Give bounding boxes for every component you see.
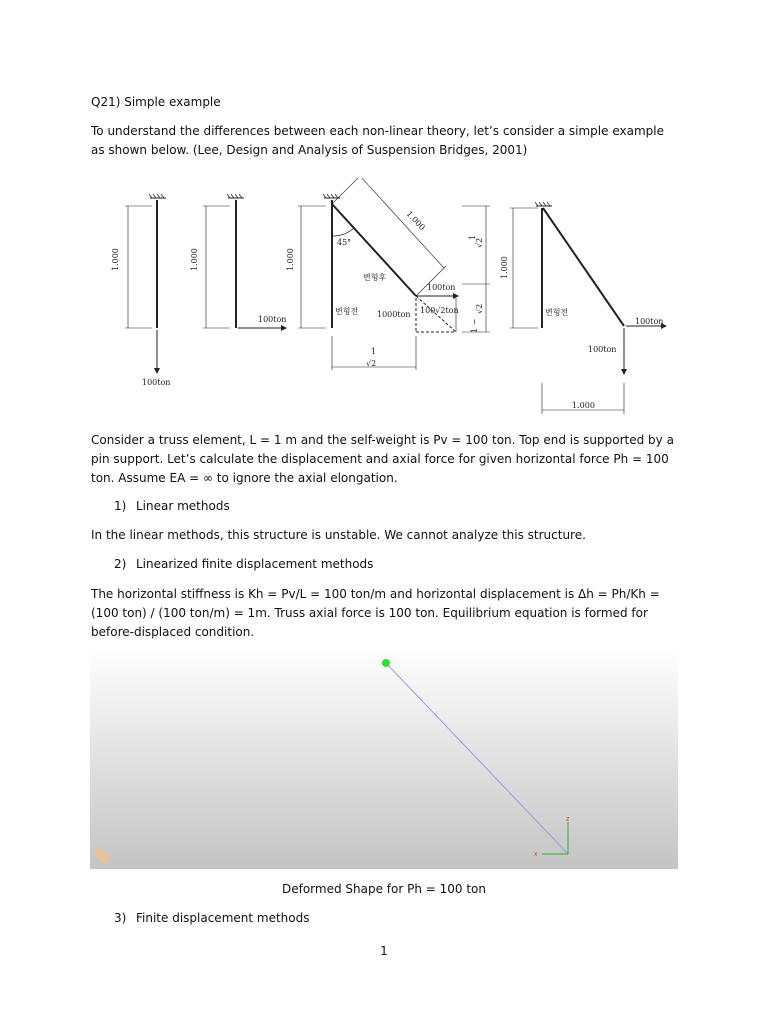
figure-caption: Deformed Shape for Ph = 100 ton <box>281 882 487 896</box>
question-heading: Q21) Simple example <box>91 95 221 109</box>
pin-node <box>382 659 390 667</box>
dim-label-4: 1.000 <box>500 256 509 279</box>
linearized-paragraph: The horizontal stiffness is Kh = Pv/L = 100 ton/m and horizontal displacement is Δh = Ph/Kh = (100 ton) / (100 ton/m) = 1m. Truss axial force is 100 ton. Equilibrium equation is formed for before-displaced condition. <box>91 587 660 639</box>
frac-numerator-right: 1 <box>468 234 477 240</box>
dim-label-1: 1.000 <box>111 248 120 271</box>
label-before-deform-3: 변형전 <box>335 307 359 316</box>
load-label-3: 100ton <box>427 283 456 292</box>
deformed-shape-screenshot <box>90 647 678 869</box>
load-label-4v: 100ton <box>588 345 617 354</box>
load-label-4h: 100ton <box>635 317 664 326</box>
label-after-deform: 변형후 <box>363 273 387 282</box>
frac-denominator-bottom: √2 <box>366 359 377 368</box>
frac-numerator-bottom: 1 <box>371 347 377 356</box>
load-label-100root2: 100√2ton <box>420 306 459 315</box>
label-one-minus: 1 − <box>470 318 479 333</box>
truss-member-after-3 <box>332 204 416 296</box>
list-text: Finite displacement methods <box>136 911 310 925</box>
load-label-2: 100ton <box>258 315 287 324</box>
dim-line-diagonal <box>360 178 444 268</box>
dim-label-3: 1.000 <box>286 248 295 271</box>
list-text: Linear methods <box>136 499 230 513</box>
list-text: Linearized finite displacement methods <box>136 557 374 571</box>
viewport-background <box>90 647 678 869</box>
frac-denominator-right: √2 <box>475 237 484 248</box>
label-before-deform-4: 변형전 <box>545 308 569 317</box>
axis-x-label: X <box>534 852 538 858</box>
list-number: 2) <box>114 557 127 571</box>
problem-paragraph: Consider a truss element, L = 1 m and the self-weight is Pv = 100 ton. Top end is supported by a pin support. Let’s calculate the displacement and axial force for given horizontal force Ph = 100 ton. Assume EA = ∞ to ignore the axial elongation. <box>91 433 674 485</box>
list-number: 3) <box>114 911 127 925</box>
frac-denominator-right-2: √2 <box>475 303 484 314</box>
linear-paragraph: In the linear methods, this structure is unstable. We cannot analyze this structure. <box>91 528 586 542</box>
load-label-1: 100ton <box>142 378 171 387</box>
angle-label: 45° <box>337 238 352 247</box>
page-number: 1 <box>380 944 388 958</box>
intro-paragraph: To understand the differences between each non-linear theory, let’s consider a simple example as shown below. (Lee, Design and Analysis of Suspension Bridges, 2001) <box>91 124 664 157</box>
list-number: 1) <box>114 499 127 513</box>
truss-diagram-figure <box>90 178 680 418</box>
dim-label-diagonal: 1.000 <box>404 209 427 233</box>
load-label-1000ton: 1000ton <box>377 310 411 319</box>
axis-z-label: Z <box>566 817 570 823</box>
angle-arc <box>332 228 354 236</box>
dim-label-horizontal-4: 1.000 <box>572 401 595 410</box>
dim-label-2: 1.000 <box>190 248 199 271</box>
